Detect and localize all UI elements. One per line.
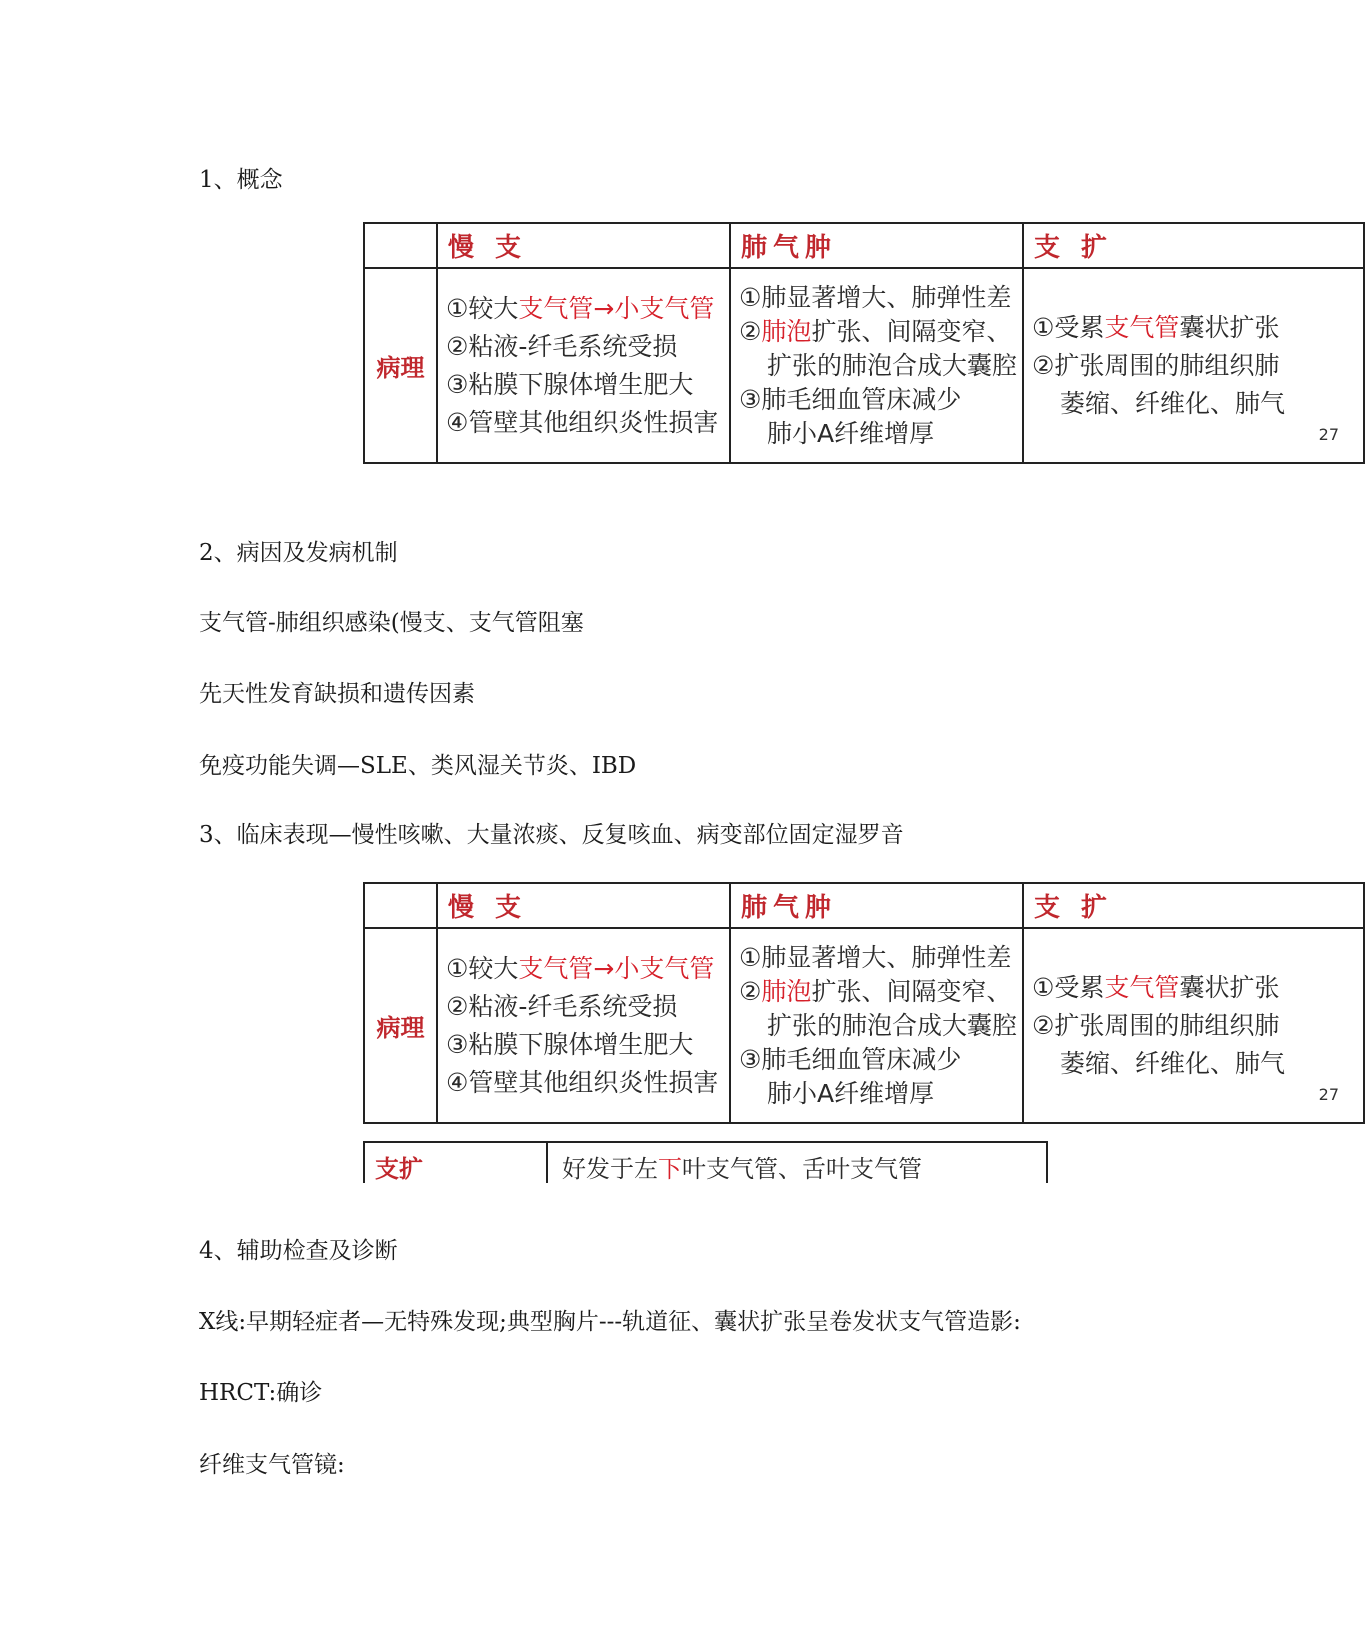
cell-line: ③肺毛细血管床减少 [739, 384, 962, 414]
header-blank [364, 223, 437, 268]
cell-bronchiectasis [1023, 928, 1364, 1123]
pathology-table [363, 222, 1365, 464]
pathology-table-image-2 [363, 882, 1339, 1126]
pathology-table [363, 882, 1365, 1124]
cell-line: ①受累支气管囊状扩张 [1032, 312, 1280, 342]
cell-line: 萎缩、纤维化、肺气 [1060, 1048, 1286, 1078]
cell-line: ②粘液-纤毛系统受损 [446, 331, 678, 361]
heading-etiology: 2、病因及发病机制 [199, 540, 398, 566]
page-number: 27 [1318, 425, 1339, 444]
cell-line: ②肺泡扩张、间隔变窄、 [739, 316, 1012, 346]
heading-exams: 4、辅助检查及诊断 [199, 1238, 398, 1264]
cell-line: 肺小A纤维增厚 [767, 418, 935, 448]
header-chronic-bronchitis: 慢 支 [437, 223, 730, 268]
cell-emphysema [730, 928, 1023, 1123]
header-blank [364, 883, 437, 928]
cell-line: ②粘液-纤毛系统受损 [446, 991, 678, 1021]
header-bronchiectasis: 支 扩 [1023, 223, 1364, 268]
header-emphysema: 肺气肿 [730, 223, 1023, 268]
cell-line: ④管壁其他组织炎性损害 [446, 1067, 719, 1097]
header-chronic-bronchitis: 慢 支 [437, 883, 730, 928]
cell-line: ①较大支气管→小支气管 [446, 293, 715, 323]
cell-line: ②扩张周围的肺组织肺 [1032, 350, 1280, 380]
etiology-item: 先天性发育缺损和遗传因素 [199, 681, 475, 707]
heading-concept: 1、概念 [199, 167, 283, 193]
subtable-row [363, 1141, 1048, 1183]
cell-line: ③肺毛细血管床减少 [739, 1044, 962, 1074]
header-emphysema: 肺气肿 [730, 883, 1023, 928]
cell-line: 扩张的肺泡合成大囊腔 [767, 1010, 1018, 1040]
cell-line: ①较大支气管→小支气管 [446, 953, 715, 983]
pathology-table-image-1 [363, 222, 1339, 466]
cell-emphysema [730, 268, 1023, 463]
cell-line: ②扩张周围的肺组织肺 [1032, 1010, 1280, 1040]
page-number: 27 [1318, 1085, 1339, 1104]
row-label-pathology: 病理 [364, 928, 437, 1123]
exam-item: 纤维支气管镜: [199, 1452, 345, 1478]
row-label-pathology: 病理 [364, 268, 437, 463]
exam-item: HRCT:确诊 [199, 1380, 323, 1406]
cell-line: ④管壁其他组织炎性损害 [446, 407, 719, 437]
cell-line: 萎缩、纤维化、肺气 [1060, 388, 1286, 418]
cell-chronic-bronchitis [437, 928, 730, 1123]
cell-line: 扩张的肺泡合成大囊腔 [767, 350, 1018, 380]
cell-chronic-bronchitis [437, 268, 730, 463]
cell-line: 肺小A纤维增厚 [767, 1078, 935, 1108]
subtable-image-cropped [363, 1135, 1048, 1183]
heading-clinical: 3、临床表现—慢性咳嗽、大量浓痰、反复咳血、病变部位固定湿罗音 [199, 822, 904, 848]
etiology-item: 支气管-肺组织感染(慢支、支气管阻塞 [199, 610, 584, 636]
header-bronchiectasis: 支 扩 [1023, 883, 1364, 928]
subtable-label: 支扩 [375, 1155, 423, 1183]
subtable-divider [546, 1143, 548, 1183]
cell-line: ③粘膜下腺体增生肥大 [446, 1029, 694, 1059]
cell-line: ①肺显著增大、肺弹性差 [739, 282, 1012, 312]
cell-line: ③粘膜下腺体增生肥大 [446, 369, 694, 399]
cell-line: ②肺泡扩张、间隔变窄、 [739, 976, 1012, 1006]
cell-bronchiectasis [1023, 268, 1364, 463]
cell-line: ①肺显著增大、肺弹性差 [739, 942, 1012, 972]
subtable-text: 好发于左下叶支气管、舌叶支气管 [562, 1155, 922, 1183]
etiology-item: 免疫功能失调—SLE、类风湿关节炎、IBD [199, 753, 637, 779]
exam-item: X线:早期轻症者—无特殊发现;典型胸片---轨道征、囊状扩张呈卷发状支气管造影: [199, 1309, 1021, 1335]
cell-line: ①受累支气管囊状扩张 [1032, 972, 1280, 1002]
